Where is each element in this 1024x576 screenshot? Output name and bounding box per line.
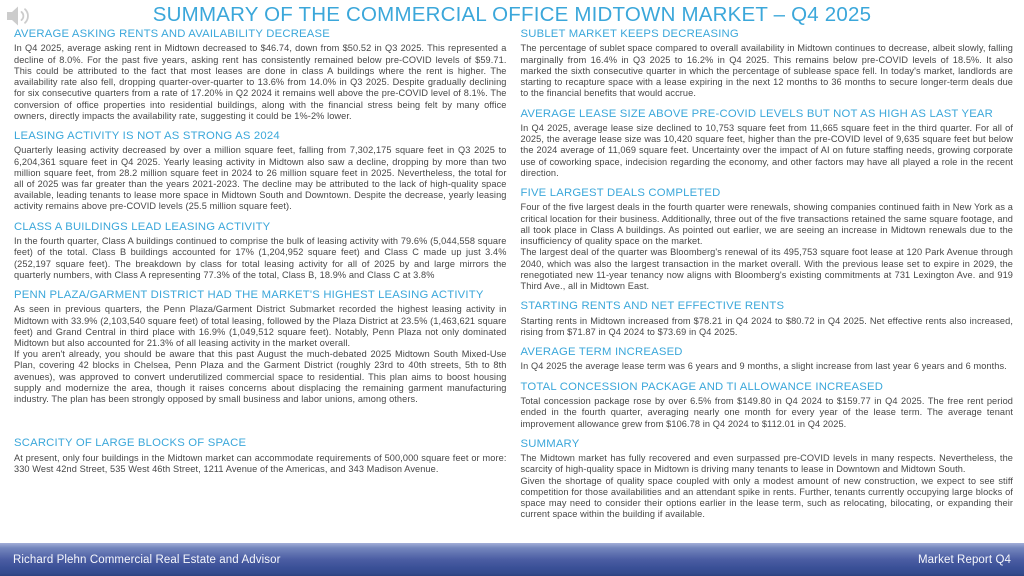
section-paragraph: In Q4 2025, average asking rent in Midtown decreased to $46.74, down from $50.52 in Q3 2025. This represented a decline of 8.0%. For the past five years, asking rent has consistently remained below pre-COVID levels of $59.71. This could be attributed to the fact that most leases are done in class A buildings where the rent is higher. The availability rate also fell, dropping quarter-over-quarter to 13.6% from 14.0% in Q3 2025. Despite gradually declining for six consecutive quarters from a rate of 17.20% in Q2 2024 it remains well above the pre-COVID level of 8.1%. The conversion of office properties into residential buildings, along with the financial stress being felt by many office owners, directly impacts the availability rate, suggesting it could be 1%-2% lower. (14, 43, 507, 121)
section-heading: STARTING RENTS AND NET EFFECTIVE RENTS (520, 300, 785, 313)
section-paragraph: Total concession package rose by over 6.5% from $149.80 in Q4 2024 to $159.77 in Q4 2025. The free rent period ended in the fourth quarter, averaging nearly one month for every year of the lease term. The average tenant improvement allowance grew from $106.78 in Q4 2024 to $112.01 in Q4 2025. (520, 396, 1013, 429)
section-starting-rents (521, 300, 1014, 338)
footer-left-text: Richard Plehn Commercial Real Estate and Advisor (13, 553, 281, 566)
section-paragraph: Starting rents in Midtown increased from $78.21 in Q4 2024 to $80.72 in Q4 2025. Net effective rents also increased, rising from $71.87 in Q4 2024 to $73.69 in Q4 2025. (520, 315, 1013, 337)
section-paragraph: Four of the five largest deals in the fourth quarter were renewals, showing companies continued faith in New York as a critical location for their business. Additionally, three out of the five transactions retained the same square footage, and all took place in Class A buildings. As pointed out earlier, we are seeing an increase in Midtown renewals due to the insufficiency of quality space on the market. (520, 202, 1013, 247)
section-paragraph: The Midtown market has fully recovered and even surpassed pre-COVID levels in many respects. Nevertheless, the scarcity of high-quality space in Midtown is driving many tenants to lease in Downtown and Midtown South. (520, 453, 1013, 475)
section-paragraph: In Q4 2025 the average lease term was 6 years and 9 months, a slight increase from last year 6 years and 6 months. (520, 361, 1007, 372)
column-left (14, 28, 507, 542)
section-paragraph: If you aren't already, you should be aware that this past August the much-debated 2025 Midtown South Mixed-Use Plan, covering 42 blocks in Chelsea, Penn Plaza and the Garment District (roughly 23rd to 40th streets, 5th to 8th avenues), was approved to convert underutilized commercial space to residential. This plan aims to boost housing supply and modernize the area, though it raises concerns about displacing the remaining garment manufacturing industry. The plan has been strongly opposed by small business and labor unions, among others. (14, 349, 507, 405)
section-concession-package (521, 381, 1014, 430)
section-paragraph: At present, only four buildings in the Midtown market can accommodate requirements of 500,000 square feet or more: 330 West 42nd Street, 535 West 46th Street, 1211 Avenue of the Americas, and 343 Madison Avenue. (14, 452, 507, 474)
section-average-lease-size (521, 108, 1014, 180)
section-paragraph: In the fourth quarter, Class A buildings continued to comprise the bulk of leasing activity with 79.6% (5,044,558 square feet) of the total. Class B buildings accounted for 17% (1,204,952 square feet) and Class C made up just 3.4% (252,197 square feet). The breakdown by class for total leasing activity for all of 2025 by and large mirrors the quarterly numbers, with Class A representing 77.3% of the total, Class B, 18.9% and Class C at 3.8% (14, 236, 507, 280)
footer-bar (0, 543, 1024, 576)
section-heading: CLASS A BUILDINGS LEAD LEASING ACTIVITY (14, 220, 271, 233)
section-heading: AVERAGE LEASE SIZE ABOVE PRE-COVID LEVELS BUT NOT AS HIGH AS LAST YEAR (520, 107, 994, 120)
section-heading: AVERAGE ASKING RENTS AND AVAILABILITY DECREASE (14, 28, 330, 40)
section-penn-plaza (14, 289, 507, 405)
section-paragraph: Given the shortage of quality space coupled with only a modest amount of new construction, we expect to see stiff competition for those availabilities and an attendant spike in rents. Further, tenants currently occupying large blocks of space may need to consider their options earlier in the lease term, such as relocating, bilocating, or expanding their current space within the building if available. (520, 475, 1013, 520)
section-heading: LEASING ACTIVITY IS NOT AS STRONG AS 2024 (14, 129, 280, 142)
section-average-term (521, 346, 1014, 373)
section-paragraph: As seen in previous quarters, the Penn Plaza/Garment District Submarket recorded the highest leasing activity in Midtown with 33.9% (2,103,540 square feet) of total leasing, followed by the Plaza District at 23.5% (1,463,621 square feet) and Grand Central in third place with 16.9% (1,049,512 square feet). Notably, Penn Plaza not only dominated Midtown but also accounted for 21.3% of all leasing activity in the market overall. (14, 304, 507, 348)
column-right (521, 28, 1014, 542)
section-heading: SCARCITY OF LARGE BLOCKS OF SPACE (14, 437, 247, 450)
footer-right-text: Market Report Q4 (918, 553, 1011, 566)
section-heading: AVERAGE TERM INCREASED (520, 346, 683, 358)
section-sublet-market (521, 28, 1014, 100)
section-heading: TOTAL CONCESSION PACKAGE AND TI ALLOWANCE INCREASED (520, 380, 884, 393)
section-paragraph: Quarterly leasing activity decreased by over a million square feet, falling from 7,302,175 square feet in Q3 2025 to 6,204,361 square feet in Q4 2025. Yearly leasing activity in Midtown also saw a decline, dropping by more than two million square feet, from 28.2 million square feet in 2024 to 26 million square feet in 2025. Nevertheless, the total for all of 2025 was far greater than the years 2021-2023. The decline may be attributed to the lack of high-quality space available, leading tenants to lease more space in Midtown South and Downtown. Despite the decrease, yearly leasing activity remains above pre-COVID levels (25.5 million square feet). (14, 145, 507, 212)
section-heading: PENN PLAZA/GARMENT DISTRICT HAD THE MARKET'S HIGHEST LEASING ACTIVITY (14, 288, 484, 301)
section-class-a-buildings (14, 221, 507, 281)
page-title: SUMMARY OF THE COMMERCIAL OFFICE MIDTOWN MARKET – Q4 2025 (152, 3, 872, 26)
section-paragraph: The largest deal of the quarter was Bloomberg's renewal of its 495,753 square foot lease at 120 Park Avenue through 2040, which was also the largest transaction in the market overall. With the previous lease set to expire in 2029, the renegotiated new 11-year tenancy now aligns with Bloomberg's existing commitments at 731 Lexington Ave. and 919 Third Ave., all in Midtown East. (520, 247, 1013, 291)
section-heading: SUBLET MARKET KEEPS DECREASING (520, 28, 739, 40)
section-heading: FIVE LARGEST DEALS COMPLETED (520, 187, 721, 199)
section-heading: SUMMARY (520, 437, 580, 450)
section-scarcity (14, 437, 507, 475)
two-column-body (14, 28, 1013, 542)
section-leasing-activity (14, 130, 507, 213)
section-paragraph: In Q4 2025, average lease size declined to 10,753 square feet from 11,665 square feet in the third quarter. For all of 2025, the average lease size was 10,420 square feet, higher than the pre-COVID level of 9,635 square feet but below the 2024 average of 11,069 square feet. Uncertainty over the impact of AI on future staffing needs, growing corporate use of coworking space, indecision regarding the economy, and other factors may have all played a role in the recent direction. (520, 122, 1013, 178)
section-five-largest-deals (521, 187, 1014, 292)
section-asking-rents (14, 28, 507, 122)
section-summary (521, 438, 1014, 521)
section-paragraph: The percentage of sublet space compared to overall availability in Midtown continues to decrease, albeit slowly, falling marginally from 16.4% in Q3 2025 to 16.2% in Q4 2025. This remains below pre-COVID levels of 18.5%. It also marked the sixth consecutive quarter in which the percentage of sublease space fell. In today's market, landlords are starting to recapture space with a lease expiring in the next 12 months to 36 months to secure longer-term deals due to the financial benefits that would accrue. (520, 43, 1013, 99)
